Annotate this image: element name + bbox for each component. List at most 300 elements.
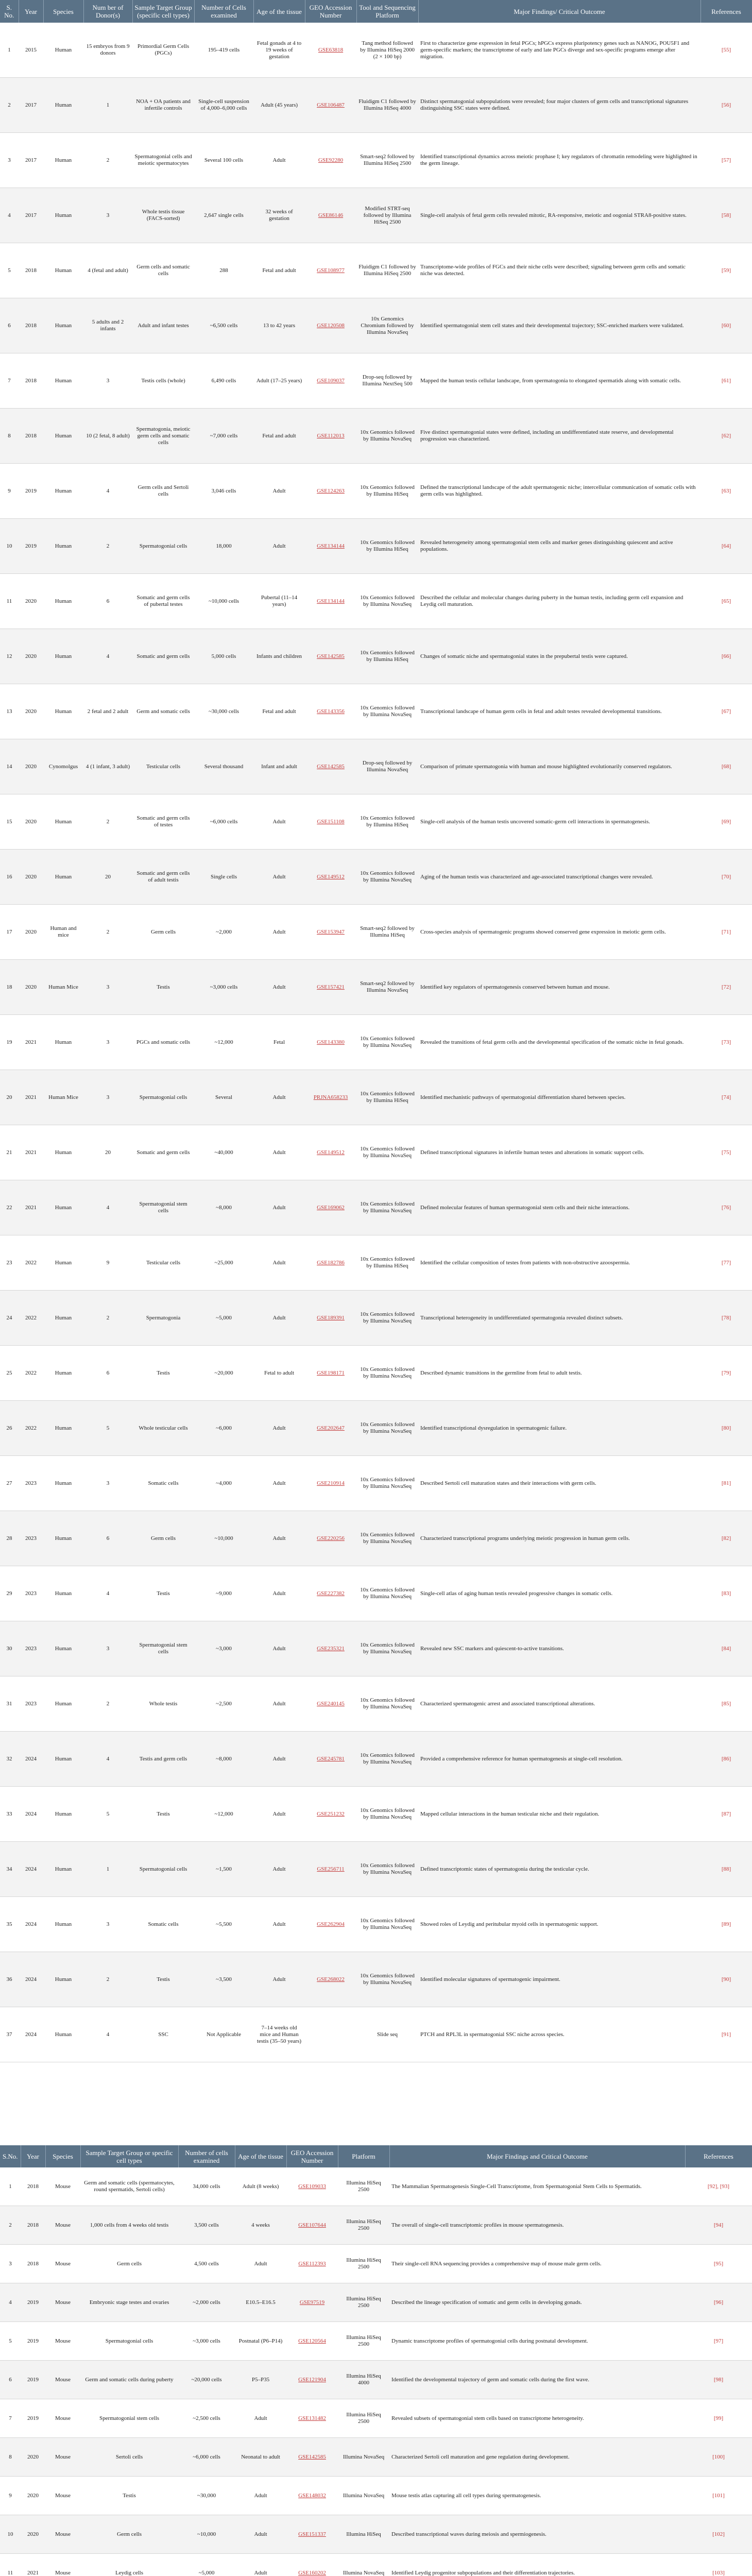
reference-link[interactable]: [62]: [700, 409, 752, 464]
reference-link[interactable]: [60]: [700, 298, 752, 353]
reference-link[interactable]: [67]: [700, 684, 752, 739]
geo-accession-link[interactable]: GSE142585: [286, 2438, 338, 2477]
geo-accession-link[interactable]: GSE189391: [305, 1291, 356, 1346]
table1-cell: 195–419 cells: [194, 23, 253, 78]
geo-accession-link[interactable]: GSE92280: [305, 133, 356, 188]
table1-cell: PTCH and RPL3L in spermatogonial SSC niche across species.: [418, 2007, 700, 2062]
reference-link[interactable]: [84]: [700, 1621, 752, 1676]
table-row: [0, 78, 752, 133]
table1-header-9: Major Findings/ Critical Outcome: [418, 0, 700, 23]
reference-link[interactable]: [76]: [700, 1180, 752, 1235]
table1-cell: 3: [83, 188, 132, 243]
table-row: [0, 1842, 752, 1897]
reference-link[interactable]: [58]: [700, 188, 752, 243]
table1-cell: Human: [43, 133, 83, 188]
geo-accession-link[interactable]: GSE245781: [305, 1732, 356, 1787]
reference-link[interactable]: [61]: [700, 353, 752, 409]
table-row: [0, 1291, 752, 1346]
table1-cell: 1: [83, 1842, 132, 1897]
geo-accession-link[interactable]: GSE142585: [305, 739, 356, 794]
table1-cell: 10x Genomics followed by Illumina NovaSeq: [356, 850, 418, 905]
table-row: [0, 2361, 752, 2399]
table1-cell: Testis: [132, 1346, 194, 1401]
table-row: [0, 464, 752, 519]
table1-cell: Human: [43, 1566, 83, 1621]
table1-cell: ~2,000: [194, 905, 253, 960]
reference-link[interactable]: [79]: [700, 1346, 752, 1401]
table1-cell: Human: [43, 1511, 83, 1566]
geo-accession-link[interactable]: GSE210914: [305, 1456, 356, 1511]
table1-cell: 5: [83, 1787, 132, 1842]
geo-accession-link[interactable]: GSE149512: [305, 850, 356, 905]
table2-header-1: Year: [21, 2145, 45, 2167]
table2-cell: Adult: [235, 2477, 286, 2515]
table1-cell: ~10,000 cells: [194, 574, 253, 629]
table2-header-9: References: [685, 2145, 752, 2167]
table2-cell: 2018: [21, 2245, 45, 2283]
table1-cell: 1: [0, 23, 19, 78]
geo-accession-link[interactable]: GSE120508: [305, 298, 356, 353]
table1-cell: Several thousand: [194, 739, 253, 794]
table1-cell: 36: [0, 1952, 19, 2007]
table1-cell: 10x Genomics followed by Illumina NovaSeq: [356, 1456, 418, 1511]
table-row: [0, 133, 752, 188]
reference-link[interactable]: [96]: [685, 2283, 752, 2322]
table1-cell: Human: [43, 519, 83, 574]
table1-cell: Adult: [253, 1511, 305, 1566]
table1-cell: Single-cell analysis of the human testis uncovered somatic-germ cell interactions in spermatogenesis.: [418, 794, 700, 850]
table2-cell: Mouse: [45, 2322, 80, 2361]
table1-cell: Defined the transcriptional landscape of the adult spermatogenic niche; intercellular communication of somatic cells with germ cells was highlighted.: [418, 464, 700, 519]
table1-cell: 7: [0, 353, 19, 409]
table1-cell: 10x Genomics followed by Illumina HiSeq: [356, 794, 418, 850]
table1-cell: 2,647 single cells: [194, 188, 253, 243]
table1-cell: First to characterize gene expression in fetal PGCs; hPGCs express pluripotency genes such as NANOG, POU5F1 and germ-specific markers; the transcriptome of early and late PGCs diverge and sex-specific programs emerge after migration.: [418, 23, 700, 78]
geo-accession-link[interactable]: GSE262904: [305, 1897, 356, 1952]
table1-cell: Testis cells (whole): [132, 353, 194, 409]
table2-cell: Identified the developmental trajectory of germ and somatic cells during the first wave.: [389, 2361, 685, 2399]
table1-cell: 10x Genomics followed by Illumina NovaSeq: [356, 684, 418, 739]
table2-cell: Mouse: [45, 2438, 80, 2477]
geo-accession-link[interactable]: GSE157421: [305, 960, 356, 1015]
table-row: [0, 574, 752, 629]
reference-link[interactable]: [55]: [700, 23, 752, 78]
table1-cell: 7–14 weeks old mice and Human testis (35–50 years): [253, 2007, 305, 2062]
reference-link[interactable]: [99]: [685, 2399, 752, 2438]
reference-link[interactable]: [94]: [685, 2206, 752, 2245]
table1-cell: 2018: [19, 243, 43, 298]
geo-accession-link[interactable]: GSE202647: [305, 1401, 356, 1456]
geo-accession-link[interactable]: GSE97519: [286, 2283, 338, 2322]
reference-link[interactable]: [90]: [700, 1952, 752, 2007]
geo-accession-link[interactable]: GSE148032: [286, 2477, 338, 2515]
table1-cell: 32: [0, 1732, 19, 1787]
table1-cell: 22: [0, 1180, 19, 1235]
geo-accession-link[interactable]: GSE143356: [305, 684, 356, 739]
reference-link[interactable]: [71]: [700, 905, 752, 960]
table-row: [0, 1566, 752, 1621]
table1-cell: ~6,000: [194, 1401, 253, 1456]
table2-header-0: S.No.: [0, 2145, 21, 2167]
table1-cell: Cynomolgus: [43, 739, 83, 794]
table2-cell: Illumina HiSeq 2500: [338, 2399, 389, 2438]
table1-cell: 10x Genomics followed by Illumina NovaSeq: [356, 1952, 418, 2007]
table1-cell: Human: [43, 1125, 83, 1180]
table1-cell: Human: [43, 1291, 83, 1346]
reference-link[interactable]: [68]: [700, 739, 752, 794]
table2-cell: E10.5–E16.5: [235, 2283, 286, 2322]
table1-cell: 4: [83, 2007, 132, 2062]
table1-cell: Human: [43, 188, 83, 243]
table2-cell: 2019: [21, 2322, 45, 2361]
reference-link[interactable]: [72]: [700, 960, 752, 1015]
table1-cell: Single-cell analysis of fetal germ cells revealed mitotic, RA-responsive, meiotic and oogonial STRA8-positive states.: [418, 188, 700, 243]
reference-link[interactable]: [102]: [685, 2515, 752, 2554]
table2-cell: 3: [0, 2245, 21, 2283]
geo-accession-link[interactable]: GSE160202: [286, 2554, 338, 2576]
table1-header-1: Year: [19, 0, 43, 23]
reference-link[interactable]: [103]: [685, 2554, 752, 2576]
table1-cell: 5 adults and 2 infants: [83, 298, 132, 353]
table1-cell: Tang method followed by Illumina HiSeq 2000 (2 × 100 bp): [356, 23, 418, 78]
table-row: [0, 519, 752, 574]
table1-cell: Adult: [253, 1235, 305, 1291]
table2-cell: Spermatogonial cells: [80, 2322, 178, 2361]
table1-cell: 6,490 cells: [194, 353, 253, 409]
table1-cell: 3: [0, 133, 19, 188]
table1-cell: Germ cells: [132, 1511, 194, 1566]
table-row: [0, 188, 752, 243]
table-row: [0, 1125, 752, 1180]
table1-cell: 25: [0, 1346, 19, 1401]
table1-cell: Spermatogonial cells: [132, 1842, 194, 1897]
table-row: [0, 298, 752, 353]
table1-cell: 3: [83, 960, 132, 1015]
table1-cell: Human: [43, 23, 83, 78]
table1-cell: ~8,000: [194, 1180, 253, 1235]
reference-link[interactable]: [82]: [700, 1511, 752, 1566]
table1-cell: 11: [0, 574, 19, 629]
geo-accession-link[interactable]: GSE134144: [305, 519, 356, 574]
table1-cell: Germ cells and Sertoli cells: [132, 464, 194, 519]
table1-cell: Adult: [253, 1070, 305, 1125]
geo-accession-link[interactable]: GSE134144: [305, 574, 356, 629]
table2-cell: 2018: [21, 2206, 45, 2245]
table1-cell: 37: [0, 2007, 19, 2062]
table1-cell: Drop-seq followed by Illumina NextSeq 500: [356, 353, 418, 409]
table2-cell: Revealed subsets of spermatogonial stem cells based on transcriptome heterogeneity.: [389, 2399, 685, 2438]
table1-cell: PGCs and somatic cells: [132, 1015, 194, 1070]
table1-header-8: Tool and Sequencing Platform: [356, 0, 418, 23]
table1-cell: 13 to 42 years: [253, 298, 305, 353]
geo-accession-link[interactable]: GSE198171: [305, 1346, 356, 1401]
table1-cell: Spermatogonia: [132, 1291, 194, 1346]
table1-cell: 2024: [19, 1897, 43, 1952]
table1-cell: Testicular cells: [132, 739, 194, 794]
geo-accession-link[interactable]: GSE251232: [305, 1787, 356, 1842]
table1-cell: ~6,500 cells: [194, 298, 253, 353]
table-row: [0, 1676, 752, 1732]
table1-cell: 10x Genomics followed by Illumina NovaSeq: [356, 1621, 418, 1676]
geo-accession-link[interactable]: GSE151337: [286, 2515, 338, 2554]
geo-accession-link[interactable]: GSE143380: [305, 1015, 356, 1070]
table1-cell: 13: [0, 684, 19, 739]
table1-cell: 10x Genomics followed by Illumina NovaSeq: [356, 1346, 418, 1401]
table2-header-2: Species: [45, 2145, 80, 2167]
table1-cell: ~4,000: [194, 1456, 253, 1511]
reference-link[interactable]: [74]: [700, 1070, 752, 1125]
table2-cell: 7: [0, 2399, 21, 2438]
table2-cell: Illumina HiSeq 2500: [338, 2245, 389, 2283]
table2-cell: Illumina NovaSeq: [338, 2477, 389, 2515]
table2-cell: Illumina HiSeq 2500: [338, 2167, 389, 2206]
geo-accession-link[interactable]: GSE151108: [305, 794, 356, 850]
table1-cell: Several: [194, 1070, 253, 1125]
geo-accession-link[interactable]: GSE240145: [305, 1676, 356, 1732]
table1-cell: 5: [0, 243, 19, 298]
table1-cell: Several 100 cells: [194, 133, 253, 188]
reference-link[interactable]: [75]: [700, 1125, 752, 1180]
table1-cell: Identified key regulators of spermatogenesis conserved between human and mouse.: [418, 960, 700, 1015]
table1-cell: 10x Genomics followed by Illumina NovaSeq: [356, 1291, 418, 1346]
reference-link[interactable]: [65]: [700, 574, 752, 629]
table1-cell: 9: [83, 1235, 132, 1291]
table1-cell: 10x Genomics followed by Illumina HiSeq: [356, 1070, 418, 1125]
table2-cell: Characterized Sertoli cell maturation and gene regulation during development.: [389, 2438, 685, 2477]
table1-cell: Infant and adult: [253, 739, 305, 794]
reference-link[interactable]: [80]: [700, 1401, 752, 1456]
table1-cell: Human: [43, 464, 83, 519]
table1-cell: Human: [43, 1897, 83, 1952]
table1-header-7: GEO Accession Number: [305, 0, 356, 23]
table1-cell: Fetal and adult: [253, 409, 305, 464]
table1-cell: 2024: [19, 1732, 43, 1787]
table1-cell: Mapped the human testis cellular landscape, from spermatogonia to elongated spermatids along with somatic cells.: [418, 353, 700, 409]
reference-link[interactable]: [69]: [700, 794, 752, 850]
table1-cell: Testis and germ cells: [132, 1732, 194, 1787]
table2-cell: Described transcriptional waves during meiosis and spermiogenesis.: [389, 2515, 685, 2554]
table1-cell: 16: [0, 850, 19, 905]
reference-link[interactable]: [56]: [700, 78, 752, 133]
geo-accession-link[interactable]: GSE268022: [305, 1952, 356, 2007]
table-2: [0, 2145, 752, 2576]
table1-cell: SSC: [132, 2007, 194, 2062]
table2-cell: Spermatogonial stem cells: [80, 2399, 178, 2438]
table2-cell: 9: [0, 2477, 21, 2515]
geo-accession-link[interactable]: GSE106487: [305, 78, 356, 133]
reference-link[interactable]: [81]: [700, 1456, 752, 1511]
table1-cell: Smart-seq2 followed by Illumina HiSeq 2500: [356, 133, 418, 188]
reference-link[interactable]: [100]: [685, 2438, 752, 2477]
geo-accession-link[interactable]: GSE220256: [305, 1511, 356, 1566]
table1-cell: 2: [83, 1676, 132, 1732]
geo-accession-link[interactable]: GSE120564: [286, 2322, 338, 2361]
table1-cell: 2019: [19, 464, 43, 519]
reference-link[interactable]: [63]: [700, 464, 752, 519]
table1-cell: 2024: [19, 1842, 43, 1897]
table1-cell: ~3,000 cells: [194, 960, 253, 1015]
table1-cell: 4: [83, 629, 132, 684]
reference-link[interactable]: [70]: [700, 850, 752, 905]
table1-cell: Defined transcriptomic states of spermatogonia during the testicular cycle.: [418, 1842, 700, 1897]
reference-link[interactable]: [86]: [700, 1732, 752, 1787]
table1-cell: 10x Genomics followed by Illumina NovaSeq: [356, 1180, 418, 1235]
table1-cell: Adult: [253, 1952, 305, 2007]
table1-cell: ~3,000: [194, 1621, 253, 1676]
table-row: [0, 1787, 752, 1842]
table1-cell: 2021: [19, 1070, 43, 1125]
table1-cell: Fluidigm C1 followed by Illumina HiSeq 2500: [356, 243, 418, 298]
geo-accession-link[interactable]: GSE108977: [305, 243, 356, 298]
table1-cell: Defined molecular features of human spermatogonial stem cells and their niche interactions.: [418, 1180, 700, 1235]
reference-link[interactable]: [92], [93]: [685, 2167, 752, 2206]
table1-cell: Adult: [253, 1180, 305, 1235]
reference-link[interactable]: [88]: [700, 1842, 752, 1897]
table1-cell: Spermatogonial stem cells: [132, 1621, 194, 1676]
table1-cell: Somatic and germ cells: [132, 629, 194, 684]
table1-cell: 3: [83, 1070, 132, 1125]
geo-accession-link[interactable]: GSE227382: [305, 1566, 356, 1621]
reference-link[interactable]: [78]: [700, 1291, 752, 1346]
table1-cell: Single-cell suspension of 4,000–6,000 cells: [194, 78, 253, 133]
reference-link[interactable]: [89]: [700, 1897, 752, 1952]
table2-cell: Postnatal (P6–P14): [235, 2322, 286, 2361]
table2-cell: Illumina HiSeq 4000: [338, 2361, 389, 2399]
table1-cell: Fetal and adult: [253, 243, 305, 298]
table1-cell: 2024: [19, 1952, 43, 2007]
reference-link[interactable]: [101]: [685, 2477, 752, 2515]
reference-link[interactable]: [85]: [700, 1676, 752, 1732]
table-row: [0, 1180, 752, 1235]
geo-accession-link[interactable]: GSE169062: [305, 1180, 356, 1235]
table2-cell: 4: [0, 2283, 21, 2322]
table2-cell: Testis: [80, 2477, 178, 2515]
table1-cell: ~3,500: [194, 1952, 253, 2007]
table-row: [0, 1952, 752, 2007]
table2-cell: ~3,000 cells: [178, 2322, 235, 2361]
geo-accession-link[interactable]: GSE153947: [305, 905, 356, 960]
table1-cell: 29: [0, 1566, 19, 1621]
geo-accession-link[interactable]: GSE235321: [305, 1621, 356, 1676]
table2-cell: 5: [0, 2322, 21, 2361]
geo-accession-link[interactable]: GSE107644: [286, 2206, 338, 2245]
table1-cell: 2: [83, 905, 132, 960]
table2-cell: Mouse: [45, 2361, 80, 2399]
table1-cell: 30: [0, 1621, 19, 1676]
table1-cell: Human: [43, 629, 83, 684]
table2-cell: Mouse: [45, 2167, 80, 2206]
geo-accession-link[interactable]: PRJNA658233: [305, 1070, 356, 1125]
geo-accession-link[interactable]: GSE142585: [305, 629, 356, 684]
table-row: [0, 1346, 752, 1401]
table2-header-6: GEO Accession Number: [286, 2145, 338, 2167]
table-row: [0, 23, 752, 78]
reference-link[interactable]: [91]: [700, 2007, 752, 2062]
geo-accession-link[interactable]: GSE86146: [305, 188, 356, 243]
table1-cell: ~12,000: [194, 1787, 253, 1842]
table1-cell: 10x Genomics followed by Illumina HiSeq: [356, 629, 418, 684]
table1-cell: Not Applicable: [194, 2007, 253, 2062]
reference-link[interactable]: [73]: [700, 1015, 752, 1070]
table1-header-3: Num ber of Donor(s): [83, 0, 132, 23]
table1-cell: Human: [43, 1676, 83, 1732]
table1-cell: 35: [0, 1897, 19, 1952]
reference-link[interactable]: [87]: [700, 1787, 752, 1842]
reference-link[interactable]: [95]: [685, 2245, 752, 2283]
geo-accession-link[interactable]: [305, 2007, 356, 2062]
geo-accession-link[interactable]: GSE121904: [286, 2361, 338, 2399]
table1-cell: Human: [43, 794, 83, 850]
table1-cell: Identified spermatogonial stem cell states and their developmental trajectory; SSC-enriched markers were validated.: [418, 298, 700, 353]
reference-link[interactable]: [77]: [700, 1235, 752, 1291]
table2-cell: Mouse testis atlas capturing all cell types during spermatogenesis.: [389, 2477, 685, 2515]
table1-cell: 5,000 cells: [194, 629, 253, 684]
geo-accession-link[interactable]: GSE112013: [305, 409, 356, 464]
table1-header-10: References: [700, 0, 752, 23]
table1-cell: Modified STRT-seq followed by Illumina HiSeq 2500: [356, 188, 418, 243]
table1-cell: Identified transcriptional dynamics across meiotic prophase I; key regulators of chromatin remodeling were highlighted in the germ lineage.: [418, 133, 700, 188]
table-row: [0, 1511, 752, 1566]
reference-link[interactable]: [97]: [685, 2322, 752, 2361]
geo-accession-link[interactable]: GSE124263: [305, 464, 356, 519]
table1-cell: 2020: [19, 905, 43, 960]
table1-cell: Testicular cells: [132, 1235, 194, 1291]
table1-cell: ~25,000: [194, 1235, 253, 1291]
table1-cell: 3,046 cells: [194, 464, 253, 519]
table1-cell: 2023: [19, 1566, 43, 1621]
table1-cell: 2023: [19, 1621, 43, 1676]
reference-link[interactable]: [64]: [700, 519, 752, 574]
table1-cell: Whole testis tissue (FACS-sorted): [132, 188, 194, 243]
table1-cell: 4: [83, 1566, 132, 1621]
table2-cell: Leydig cells: [80, 2554, 178, 2576]
table1-cell: 10x Genomics followed by Illumina NovaSeq: [356, 1511, 418, 1566]
geo-accession-link[interactable]: GSE112393: [286, 2245, 338, 2283]
table1-cell: 2023: [19, 1676, 43, 1732]
table1-cell: 10x Genomics followed by Illumina NovaSeq: [356, 409, 418, 464]
geo-accession-link[interactable]: GSE131482: [286, 2399, 338, 2438]
table1-cell: 2023: [19, 1511, 43, 1566]
table-row: [0, 684, 752, 739]
reference-link[interactable]: [59]: [700, 243, 752, 298]
table1-cell: Human: [43, 1621, 83, 1676]
geo-accession-link[interactable]: GSE149512: [305, 1125, 356, 1180]
reference-link[interactable]: [98]: [685, 2361, 752, 2399]
table2-cell: Mouse: [45, 2283, 80, 2322]
reference-link[interactable]: [57]: [700, 133, 752, 188]
table1-cell: 2020: [19, 684, 43, 739]
geo-accession-link[interactable]: GSE63818: [305, 23, 356, 78]
table1-cell: Adult (17–25 years): [253, 353, 305, 409]
table-row: [0, 1401, 752, 1456]
geo-accession-link[interactable]: GSE109033: [286, 2167, 338, 2206]
table1-cell: 10x Genomics followed by Illumina HiSeq: [356, 1235, 418, 1291]
table1-cell: Fetal gonads at 4 to 19 weeks of gestation: [253, 23, 305, 78]
table2-cell: ~6,000 cells: [178, 2438, 235, 2477]
table2-cell: Illumina HiSeq 2500: [338, 2206, 389, 2245]
table1-cell: 4 (1 infant, 3 adult): [83, 739, 132, 794]
table2-cell: Mouse: [45, 2399, 80, 2438]
geo-accession-link[interactable]: GSE182786: [305, 1235, 356, 1291]
geo-accession-link[interactable]: GSE256711: [305, 1842, 356, 1897]
table1-cell: Slide seq: [356, 2007, 418, 2062]
reference-link[interactable]: [83]: [700, 1566, 752, 1621]
reference-link[interactable]: [66]: [700, 629, 752, 684]
table2-cell: 1: [0, 2167, 21, 2206]
table1-cell: 2023: [19, 1456, 43, 1511]
table-row: [0, 960, 752, 1015]
geo-accession-link[interactable]: GSE109037: [305, 353, 356, 409]
